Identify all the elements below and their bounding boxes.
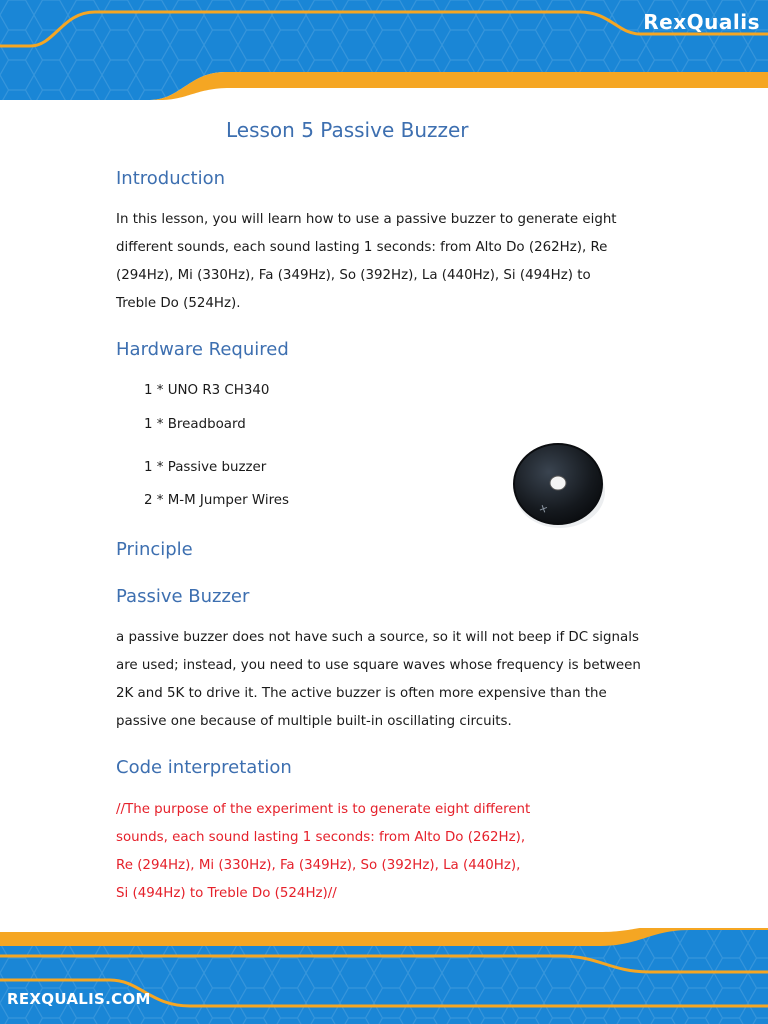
code-heading: Code interpretation [116,757,292,778]
code-line: sounds, each sound lasting 1 seconds: from Alto Do (262Hz), [116,830,526,845]
text-line: a passive buzzer does not have such a source, so it will not beep if DC signals [116,630,639,645]
code-line: Si (494Hz) to Treble Do (524Hz)// [116,886,337,901]
passive-buzzer-heading: Passive Buzzer [116,586,250,607]
introduction-text [116,206,646,318]
brand-logo: RexQualis [643,10,760,34]
hardware-item: 1 * Passive buzzer [144,460,267,475]
svg-text:+: + [536,500,551,517]
text-line: Treble Do (524Hz). [116,296,241,311]
hardware-item: 1 * Breadboard [144,417,246,432]
website-url: REXQUALIS.COM [7,990,151,1008]
hardware-heading: Hardware Required [116,339,289,360]
page-title: Lesson 5 Passive Buzzer [226,118,469,142]
hardware-item: 1 * UNO R3 CH340 [144,383,270,398]
code-line: Re (294Hz), Mi (330Hz), Fa (349Hz), So (392Hz), La (440Hz), [116,858,521,873]
text-line: 2K and 5K to drive it. The active buzzer is often more expensive than the [116,686,607,701]
introduction-heading: Introduction [116,168,226,189]
text-line: In this lesson, you will learn how to use a passive buzzer to generate eight [116,212,617,227]
passive-buzzer-text [116,624,646,736]
footer-wave-graphic [0,928,768,1024]
code-line: //The purpose of the experiment is to generate eight different [116,802,531,817]
text-line: passive one because of multiple built-in oscillating circuits. [116,714,512,729]
text-line: (294Hz), Mi (330Hz), Fa (349Hz), So (392Hz), La (440Hz), Si (494Hz) to [116,268,591,283]
principle-heading: Principle [116,539,193,560]
hardware-item: 2 * M-M Jumper Wires [144,493,289,508]
header-banner [0,0,768,100]
code-comment [116,796,646,908]
passive-buzzer-image [510,440,610,530]
text-line: are used; instead, you need to use square waves whose frequency is between [116,658,641,673]
text-line: different sounds, each sound lasting 1 seconds: from Alto Do (262Hz), Re [116,240,608,255]
footer-banner [0,928,768,1024]
